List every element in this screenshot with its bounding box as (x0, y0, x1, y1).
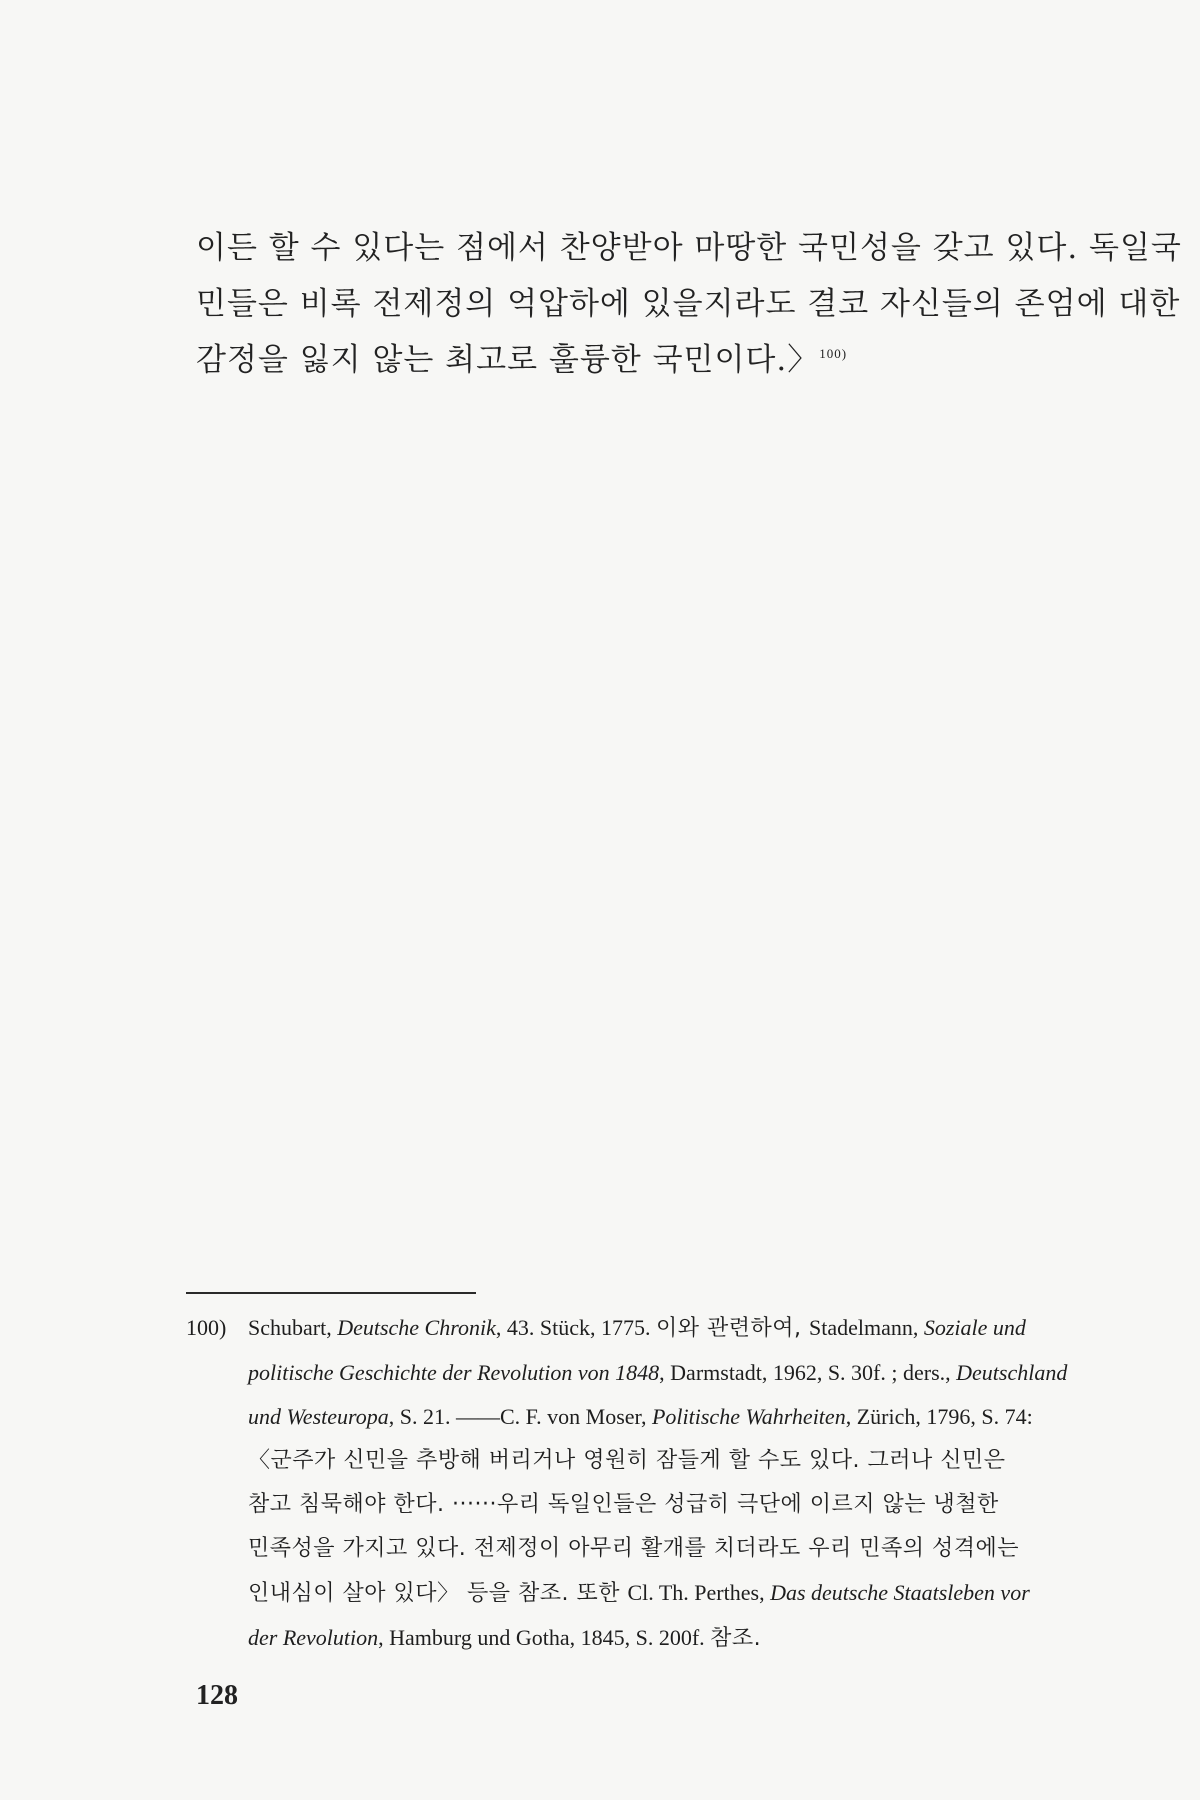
body-text (196, 220, 1182, 388)
body-line-1: 이든 할 수 있다는 점에서 찬양받아 마땅한 국민성을 갖고 있다. 독일국 (196, 230, 1182, 266)
footnote-text: , 43. Stück, 1775. (495, 1315, 656, 1340)
footnote-text: Schubart, (248, 1315, 338, 1340)
footnote-title: der Revolution (248, 1625, 379, 1650)
footnote-text: , Hamburg und Gotha, 1845, S. 200f. (378, 1625, 711, 1650)
footnote-line-6: 민족성을 가지고 있다. 전제정이 아무리 활개를 치더라도 우리 민족의 성격에는 (248, 1536, 1019, 1561)
footnote-text: , Zürich, 1796, S. 74: (845, 1404, 1033, 1429)
footnote-line-1 (186, 1306, 1076, 1351)
footnote-line-2 (186, 1351, 1076, 1395)
footnote-text: , S. 21. ——C. F. von Moser, (388, 1404, 652, 1429)
footnote-title: Politische Wahrheiten (651, 1404, 846, 1429)
footnote-line-7 (186, 1571, 1076, 1616)
footnote-number: 100) (186, 1315, 227, 1340)
footnote-title: Das deutsche Staatsleben vor (770, 1580, 1030, 1605)
footnote-line-3 (186, 1395, 1076, 1439)
footnote-title: Soziale und (923, 1315, 1026, 1340)
footnote-text: Cl. Th. Perthes, (627, 1580, 771, 1605)
footnote-title: Deutschland (956, 1360, 1068, 1385)
footnote-reference: 100) (819, 346, 848, 361)
body-line-2: 민들은 비록 전제정의 억압하에 있을지라도 결코 자신들의 존엄에 대한 (196, 286, 1181, 322)
footnote-title: Deutsche Chronik (337, 1315, 496, 1340)
footnote-korean-text: 참조. (710, 1626, 762, 1651)
body-line-3-text: 감정을 잃지 않는 최고로 훌륭한 국민이다.〉 (196, 342, 820, 378)
footnote-title: politische Geschichte der Revolution von 1848 (248, 1360, 660, 1385)
footnote-line-8 (186, 1616, 1076, 1661)
footnote-title: und Westeuropa (248, 1404, 389, 1429)
footnote-text: Stadelmann, (808, 1315, 924, 1340)
page-number: 128 (196, 1680, 238, 1711)
footnote-100 (186, 1306, 1076, 1661)
footnote-korean-text: 이와 관련하여, (655, 1316, 809, 1341)
footnote-divider (186, 1292, 476, 1294)
footnote-text: , Darmstadt, 1962, S. 30f. ; ders., (659, 1360, 957, 1385)
footnote-line-4: 〈군주가 신민을 추방해 버리거나 영원히 잠들게 할 수도 있다. 그러나 신민은 (248, 1448, 1006, 1473)
body-line-3 (196, 332, 1076, 388)
footnote-line-5: 참고 침묵해야 한다. ······우리 독일인들은 성급히 극단에 이르지 않는 냉철한 (248, 1492, 999, 1517)
footnote-korean-text: 인내심이 살아 있다〉 등을 참조. 또한 (248, 1581, 628, 1606)
